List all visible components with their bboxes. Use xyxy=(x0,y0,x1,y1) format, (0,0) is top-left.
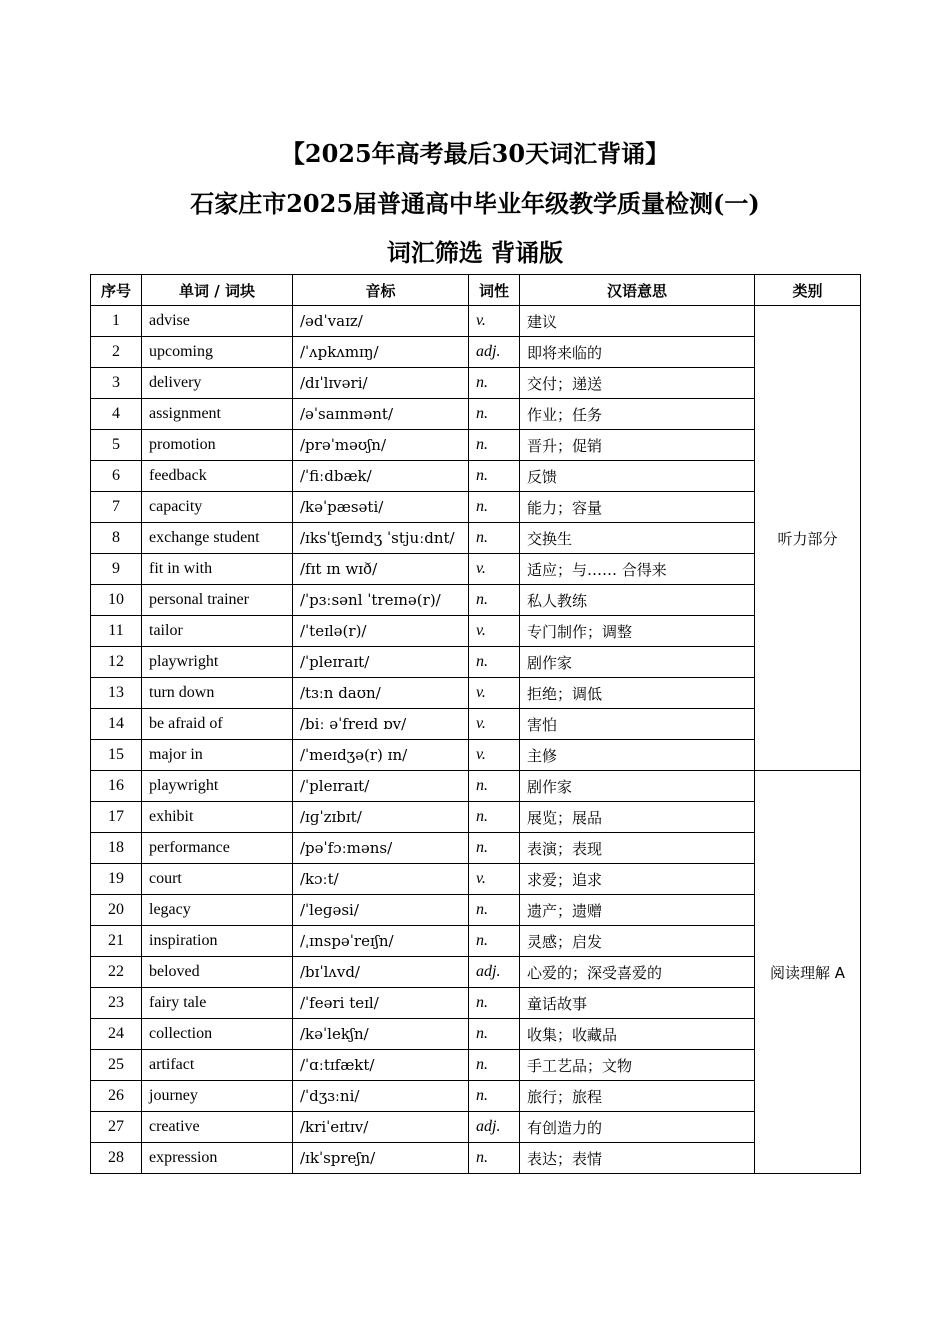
cell-part-of-speech: n. xyxy=(469,1081,520,1112)
cell-word: feedback xyxy=(142,461,293,492)
cell-number: 8 xyxy=(91,523,142,554)
cell-part-of-speech: n. xyxy=(469,833,520,864)
cell-number: 24 xyxy=(91,1019,142,1050)
cell-chinese-meaning: 主修 xyxy=(520,740,755,771)
cell-word: collection xyxy=(142,1019,293,1050)
cell-chinese-meaning: 交付；递送 xyxy=(520,368,755,399)
cell-word: promotion xyxy=(142,430,293,461)
cell-number: 6 xyxy=(91,461,142,492)
cell-chinese-meaning: 专门制作；调整 xyxy=(520,616,755,647)
document-title: 【2025年高考最后30天词汇背诵】 xyxy=(280,139,670,168)
cell-number: 4 xyxy=(91,399,142,430)
table-row xyxy=(91,585,861,616)
cell-part-of-speech: n. xyxy=(469,368,520,399)
cell-number: 3 xyxy=(91,368,142,399)
cell-chinese-meaning: 作业；任务 xyxy=(520,399,755,430)
cell-word: legacy xyxy=(142,895,293,926)
cell-number: 7 xyxy=(91,492,142,523)
cell-number: 12 xyxy=(91,647,142,678)
header-part-of-speech: 词性 xyxy=(469,275,520,306)
cell-chinese-meaning: 反馈 xyxy=(520,461,755,492)
table-row xyxy=(91,771,861,802)
cell-number: 23 xyxy=(91,988,142,1019)
cell-chinese-meaning: 晋升；促销 xyxy=(520,430,755,461)
cell-chinese-meaning: 私人教练 xyxy=(520,585,755,616)
table-row xyxy=(91,554,861,585)
cell-word: expression xyxy=(142,1143,293,1174)
cell-phonetic: /kəˈlekʃn/ xyxy=(293,1019,469,1050)
cell-phonetic: /ˈfeəri teɪl/ xyxy=(293,988,469,1019)
table-row xyxy=(91,833,861,864)
table-row xyxy=(91,337,861,368)
cell-number: 26 xyxy=(91,1081,142,1112)
cell-part-of-speech: v. xyxy=(469,616,520,647)
cell-part-of-speech: n. xyxy=(469,1050,520,1081)
table-row xyxy=(91,399,861,430)
header-word: 单词 / 词块 xyxy=(142,275,293,306)
cell-chinese-meaning: 即将来临的 xyxy=(520,337,755,368)
table-row xyxy=(91,647,861,678)
cell-chinese-meaning: 有创造力的 xyxy=(520,1112,755,1143)
cell-phonetic: /biː əˈfreɪd ɒv/ xyxy=(293,709,469,740)
cell-part-of-speech: n. xyxy=(469,585,520,616)
cell-part-of-speech: v. xyxy=(469,709,520,740)
header-category: 类别 xyxy=(755,275,861,306)
cell-phonetic: /ˈteɪlə(r)/ xyxy=(293,616,469,647)
cell-chinese-meaning: 心爱的；深受喜爱的 xyxy=(520,957,755,988)
cell-part-of-speech: v. xyxy=(469,306,520,337)
cell-phonetic: /fɪt ɪn wɪð/ xyxy=(293,554,469,585)
table-row xyxy=(91,1019,861,1050)
cell-phonetic: /əˈsaɪnmənt/ xyxy=(293,399,469,430)
cell-category: 听力部分 xyxy=(755,306,861,771)
cell-part-of-speech: n. xyxy=(469,399,520,430)
cell-phonetic: /ˌɪnspəˈreɪʃn/ xyxy=(293,926,469,957)
cell-chinese-meaning: 求爱；追求 xyxy=(520,864,755,895)
cell-word: inspiration xyxy=(142,926,293,957)
cell-word: creative xyxy=(142,1112,293,1143)
cell-phonetic: /ədˈvaɪz/ xyxy=(293,306,469,337)
cell-part-of-speech: v. xyxy=(469,864,520,895)
cell-number: 21 xyxy=(91,926,142,957)
cell-part-of-speech: n. xyxy=(469,430,520,461)
cell-phonetic: /ˈpɜːsənl ˈtreɪnə(r)/ xyxy=(293,585,469,616)
cell-part-of-speech: adj. xyxy=(469,1112,520,1143)
table-row xyxy=(91,461,861,492)
cell-chinese-meaning: 手工艺品；文物 xyxy=(520,1050,755,1081)
table-row xyxy=(91,523,861,554)
cell-phonetic: /prəˈməʊʃn/ xyxy=(293,430,469,461)
cell-part-of-speech: n. xyxy=(469,492,520,523)
cell-number: 14 xyxy=(91,709,142,740)
cell-word: beloved xyxy=(142,957,293,988)
cell-part-of-speech: n. xyxy=(469,523,520,554)
cell-phonetic: /ɪkˈspreʃn/ xyxy=(293,1143,469,1174)
cell-number: 22 xyxy=(91,957,142,988)
cell-word: capacity xyxy=(142,492,293,523)
table-row xyxy=(91,1143,861,1174)
vocabulary-table xyxy=(90,274,861,1174)
cell-part-of-speech: n. xyxy=(469,647,520,678)
cell-phonetic: /ˈfiːdbæk/ xyxy=(293,461,469,492)
cell-phonetic: /kriˈeɪtɪv/ xyxy=(293,1112,469,1143)
table-row xyxy=(91,492,861,523)
cell-chinese-meaning: 展览；展品 xyxy=(520,802,755,833)
cell-word: exhibit xyxy=(142,802,293,833)
cell-number: 10 xyxy=(91,585,142,616)
cell-phonetic: /ɪksˈtʃeɪndʒ ˈstjuːdnt/ xyxy=(293,523,469,554)
cell-word: playwright xyxy=(142,647,293,678)
cell-number: 28 xyxy=(91,1143,142,1174)
cell-word: fairy tale xyxy=(142,988,293,1019)
cell-part-of-speech: n. xyxy=(469,926,520,957)
cell-word: fit in with xyxy=(142,554,293,585)
cell-phonetic: /ˈdʒɜːni/ xyxy=(293,1081,469,1112)
cell-word: turn down xyxy=(142,678,293,709)
table-row xyxy=(91,430,861,461)
cell-category: 阅读理解 A xyxy=(755,771,861,1174)
cell-number: 11 xyxy=(91,616,142,647)
cell-chinese-meaning: 拒绝；调低 xyxy=(520,678,755,709)
table-row xyxy=(91,709,861,740)
cell-part-of-speech: v. xyxy=(469,554,520,585)
table-row xyxy=(91,895,861,926)
table-row xyxy=(91,678,861,709)
cell-number: 20 xyxy=(91,895,142,926)
table-row xyxy=(91,1081,861,1112)
cell-part-of-speech: n. xyxy=(469,802,520,833)
cell-part-of-speech: adj. xyxy=(469,957,520,988)
header-chinese-meaning: 汉语意思 xyxy=(520,275,755,306)
table-row xyxy=(91,802,861,833)
cell-part-of-speech: n. xyxy=(469,1143,520,1174)
cell-number: 27 xyxy=(91,1112,142,1143)
cell-word: advise xyxy=(142,306,293,337)
cell-chinese-meaning: 建议 xyxy=(520,306,755,337)
document-subtitle: 石家庄市2025届普通高中毕业年级教学质量检测(一) xyxy=(190,189,760,218)
table-row xyxy=(91,1050,861,1081)
cell-chinese-meaning: 遗产；遗赠 xyxy=(520,895,755,926)
cell-chinese-meaning: 灵感；启发 xyxy=(520,926,755,957)
cell-chinese-meaning: 收集；收藏品 xyxy=(520,1019,755,1050)
cell-phonetic: /ˈpleɪraɪt/ xyxy=(293,771,469,802)
cell-word: exchange student xyxy=(142,523,293,554)
table-row xyxy=(91,306,861,337)
cell-number: 13 xyxy=(91,678,142,709)
cell-part-of-speech: v. xyxy=(469,740,520,771)
cell-chinese-meaning: 交换生 xyxy=(520,523,755,554)
cell-part-of-speech: n. xyxy=(469,461,520,492)
cell-part-of-speech: n. xyxy=(469,1019,520,1050)
cell-word: journey xyxy=(142,1081,293,1112)
table-body xyxy=(91,306,861,1174)
cell-word: personal trainer xyxy=(142,585,293,616)
cell-number: 16 xyxy=(91,771,142,802)
table-row xyxy=(91,988,861,1019)
table-row xyxy=(91,740,861,771)
cell-phonetic: /bɪˈlʌvd/ xyxy=(293,957,469,988)
cell-number: 9 xyxy=(91,554,142,585)
cell-part-of-speech: n. xyxy=(469,988,520,1019)
cell-chinese-meaning: 童话故事 xyxy=(520,988,755,1019)
cell-chinese-meaning: 旅行；旅程 xyxy=(520,1081,755,1112)
cell-phonetic: /ˈpleɪraɪt/ xyxy=(293,647,469,678)
cell-part-of-speech: n. xyxy=(469,771,520,802)
cell-phonetic: /tɜːn daʊn/ xyxy=(293,678,469,709)
cell-phonetic: /ɪɡˈzɪbɪt/ xyxy=(293,802,469,833)
cell-number: 5 xyxy=(91,430,142,461)
cell-part-of-speech: v. xyxy=(469,678,520,709)
cell-part-of-speech: adj. xyxy=(469,337,520,368)
cell-chinese-meaning: 剧作家 xyxy=(520,647,755,678)
cell-phonetic: /ˈmeɪdʒə(r) ɪn/ xyxy=(293,740,469,771)
table-row xyxy=(91,1112,861,1143)
table-header-row xyxy=(91,275,861,306)
cell-word: be afraid of xyxy=(142,709,293,740)
cell-chinese-meaning: 表演；表现 xyxy=(520,833,755,864)
cell-part-of-speech: n. xyxy=(469,895,520,926)
cell-chinese-meaning: 表达；表情 xyxy=(520,1143,755,1174)
cell-word: artifact xyxy=(142,1050,293,1081)
cell-word: tailor xyxy=(142,616,293,647)
cell-chinese-meaning: 害怕 xyxy=(520,709,755,740)
header-phonetic: 音标 xyxy=(293,275,469,306)
cell-word: assignment xyxy=(142,399,293,430)
cell-word: delivery xyxy=(142,368,293,399)
cell-phonetic: /kɔːt/ xyxy=(293,864,469,895)
cell-phonetic: /ˈʌpkʌmɪŋ/ xyxy=(293,337,469,368)
cell-number: 18 xyxy=(91,833,142,864)
table-row xyxy=(91,368,861,399)
cell-chinese-meaning: 剧作家 xyxy=(520,771,755,802)
cell-number: 25 xyxy=(91,1050,142,1081)
cell-chinese-meaning: 能力；容量 xyxy=(520,492,755,523)
cell-number: 19 xyxy=(91,864,142,895)
cell-word: court xyxy=(142,864,293,895)
table-row xyxy=(91,864,861,895)
cell-number: 2 xyxy=(91,337,142,368)
document-section-title: 词汇筛选 背诵版 xyxy=(386,238,564,267)
table-row xyxy=(91,957,861,988)
table-row xyxy=(91,926,861,957)
cell-phonetic: /ˈleɡəsi/ xyxy=(293,895,469,926)
cell-number: 15 xyxy=(91,740,142,771)
table-row xyxy=(91,616,861,647)
cell-word: upcoming xyxy=(142,337,293,368)
cell-number: 17 xyxy=(91,802,142,833)
cell-word: major in xyxy=(142,740,293,771)
cell-phonetic: /kəˈpæsəti/ xyxy=(293,492,469,523)
cell-word: playwright xyxy=(142,771,293,802)
cell-chinese-meaning: 适应；与…… 合得来 xyxy=(520,554,755,585)
cell-number: 1 xyxy=(91,306,142,337)
cell-phonetic: /dɪˈlɪvəri/ xyxy=(293,368,469,399)
cell-phonetic: /pəˈfɔːməns/ xyxy=(293,833,469,864)
header-number: 序号 xyxy=(91,275,142,306)
cell-phonetic: /ˈɑːtɪfækt/ xyxy=(293,1050,469,1081)
cell-word: performance xyxy=(142,833,293,864)
